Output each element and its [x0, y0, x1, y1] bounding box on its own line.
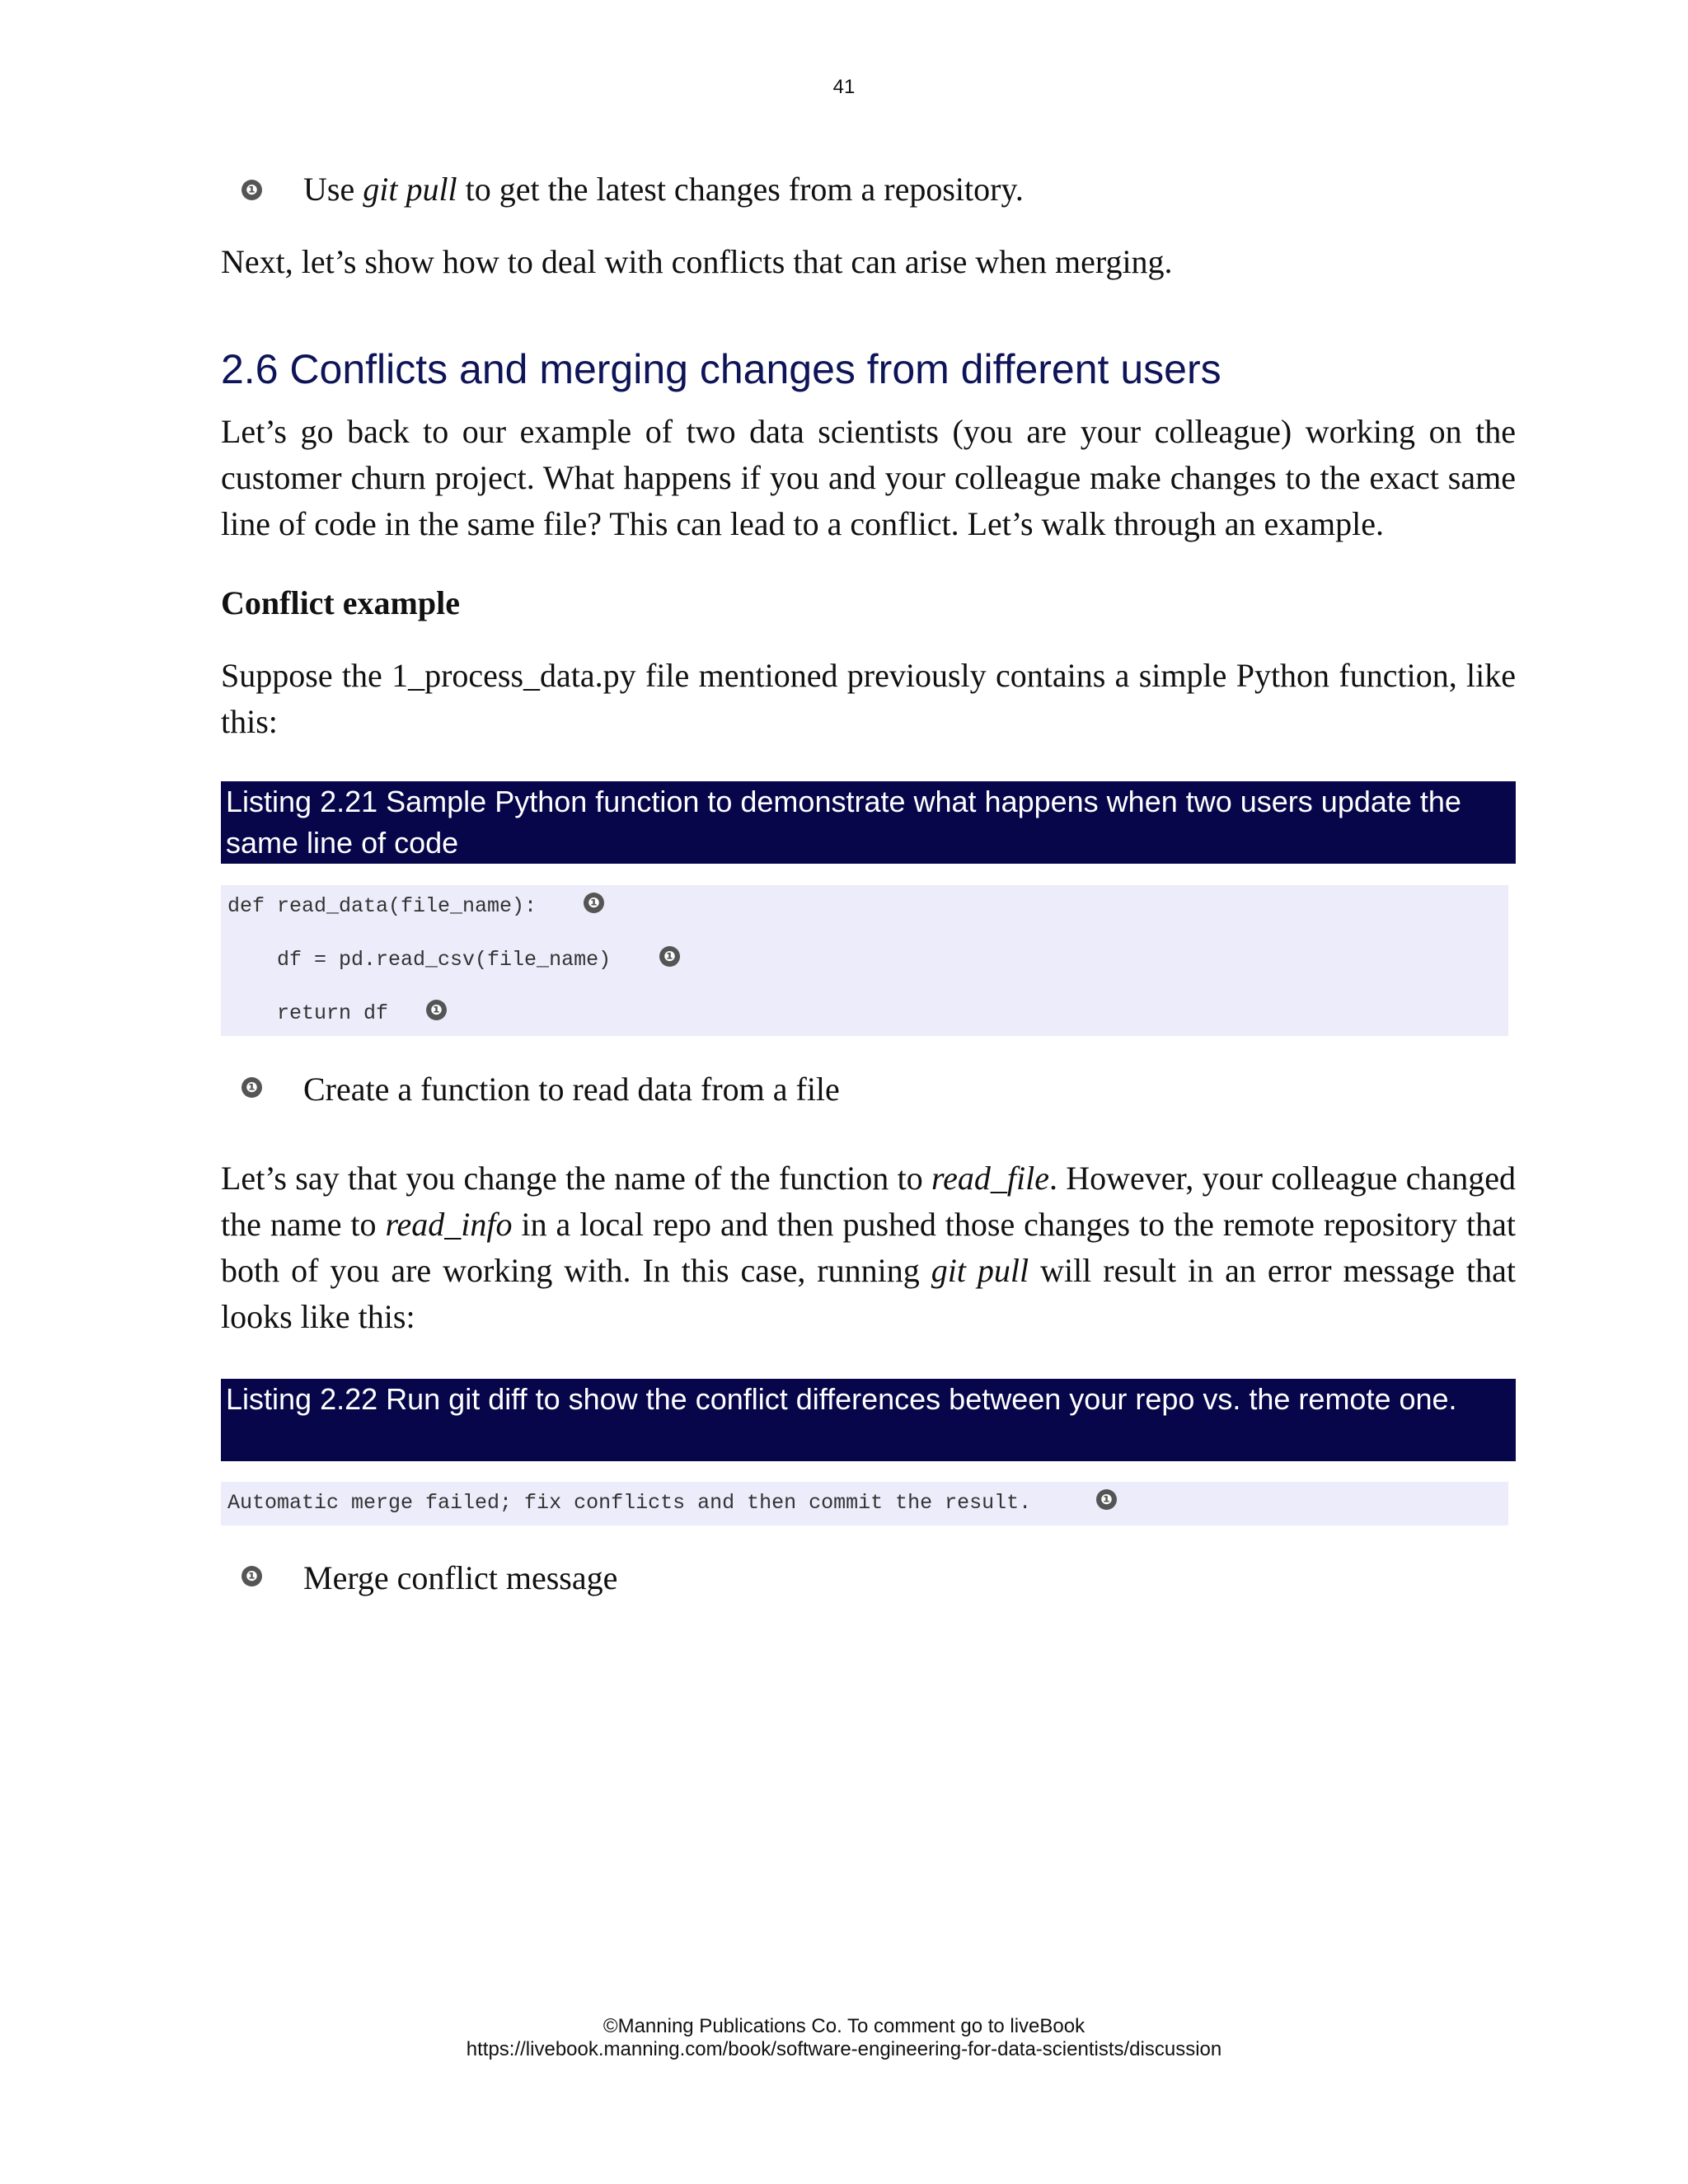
footer-copyright: ©Manning Publications Co. To comment go to liveBook [603, 2015, 1085, 2037]
callout-text-post: to get the latest changes from a repository. [457, 171, 1024, 208]
footer-discussion-link[interactable]: https://livebook.manning.com/book/software-engineering-for-data-scientists/discussion [466, 2038, 1222, 2060]
section-heading: 2.6 Conflicts and merging changes from different users [221, 346, 1221, 392]
listing-2-21-code [221, 885, 1508, 1036]
callout-text-command: git pull [363, 171, 457, 208]
annotation-text: Create a function to read data from a file [303, 1071, 840, 1108]
section-paragraph: Let’s go back to our example of two data scientists (you are your colleague) working on the customer churn project. What happens if you and your colleague make changes to the exact same line of code in the same file? This can lead to a conflict. Let’s walk through an example. [221, 413, 1516, 542]
intro-sentence: Next, let’s show how to deal with conflicts that can arise when merging. [221, 243, 1173, 280]
code-callout-icon: ❶ [426, 1000, 447, 1020]
callout-number-icon: ❶ [241, 180, 262, 200]
listing-2-22-code [221, 1482, 1508, 1526]
code-line-1: Automatic merge failed; fix conflicts and then commit the result. [227, 1491, 1032, 1515]
code-callout-icon: ❶ [659, 946, 680, 967]
rename-paragraph-part: Let’s say that you change the name of the function to [221, 1160, 932, 1197]
code-line-1: def read_data(file_name): [227, 894, 537, 918]
callout-text-pre: Use [303, 171, 363, 208]
callout-number-icon: ❶ [241, 1566, 262, 1586]
rename-paragraph [221, 1155, 1516, 1340]
code-line-3: return df [227, 1001, 389, 1025]
listing-2-22-annotation [241, 1559, 618, 1596]
rename-paragraph-part: . However, your colleague changed the name to [221, 1160, 1517, 1243]
callout-git-pull [241, 171, 1024, 208]
callout-number-icon: ❶ [241, 1077, 262, 1098]
function-name-read-info: read_info [385, 1206, 513, 1243]
listing-2-22-title: Listing 2.22 Run git diff to show the conflict differences between your repo vs. the remote one. [221, 1379, 1516, 1461]
callout-text [303, 170, 1024, 209]
listing-2-21-title: Listing 2.21 Sample Python function to demonstrate what happens when two users update the same line of code [221, 781, 1516, 864]
rename-paragraph-part: will result in an error message that looks like this: [221, 1252, 1516, 1335]
code-callout-icon: ❶ [584, 893, 604, 913]
page-number: 41 [832, 76, 856, 98]
listing-2-21-annotation [241, 1071, 840, 1108]
annotation-text: Merge conflict message [303, 1559, 618, 1596]
suppose-paragraph: Suppose the 1_process_data.py file mentioned previously contains a simple Python function, like this: [221, 657, 1516, 740]
function-name-read-file: read_file [931, 1160, 1049, 1197]
subheading-conflict-example: Conflict example [221, 584, 460, 621]
command-git-pull: git pull [931, 1252, 1029, 1289]
code-line-2: df = pd.read_csv(file_name) [227, 948, 612, 972]
rename-paragraph-part: in a local repo and then pushed those changes to the remote repository that both of you are working with. In this case, running [221, 1206, 1516, 1289]
code-callout-icon: ❶ [1096, 1489, 1117, 1510]
